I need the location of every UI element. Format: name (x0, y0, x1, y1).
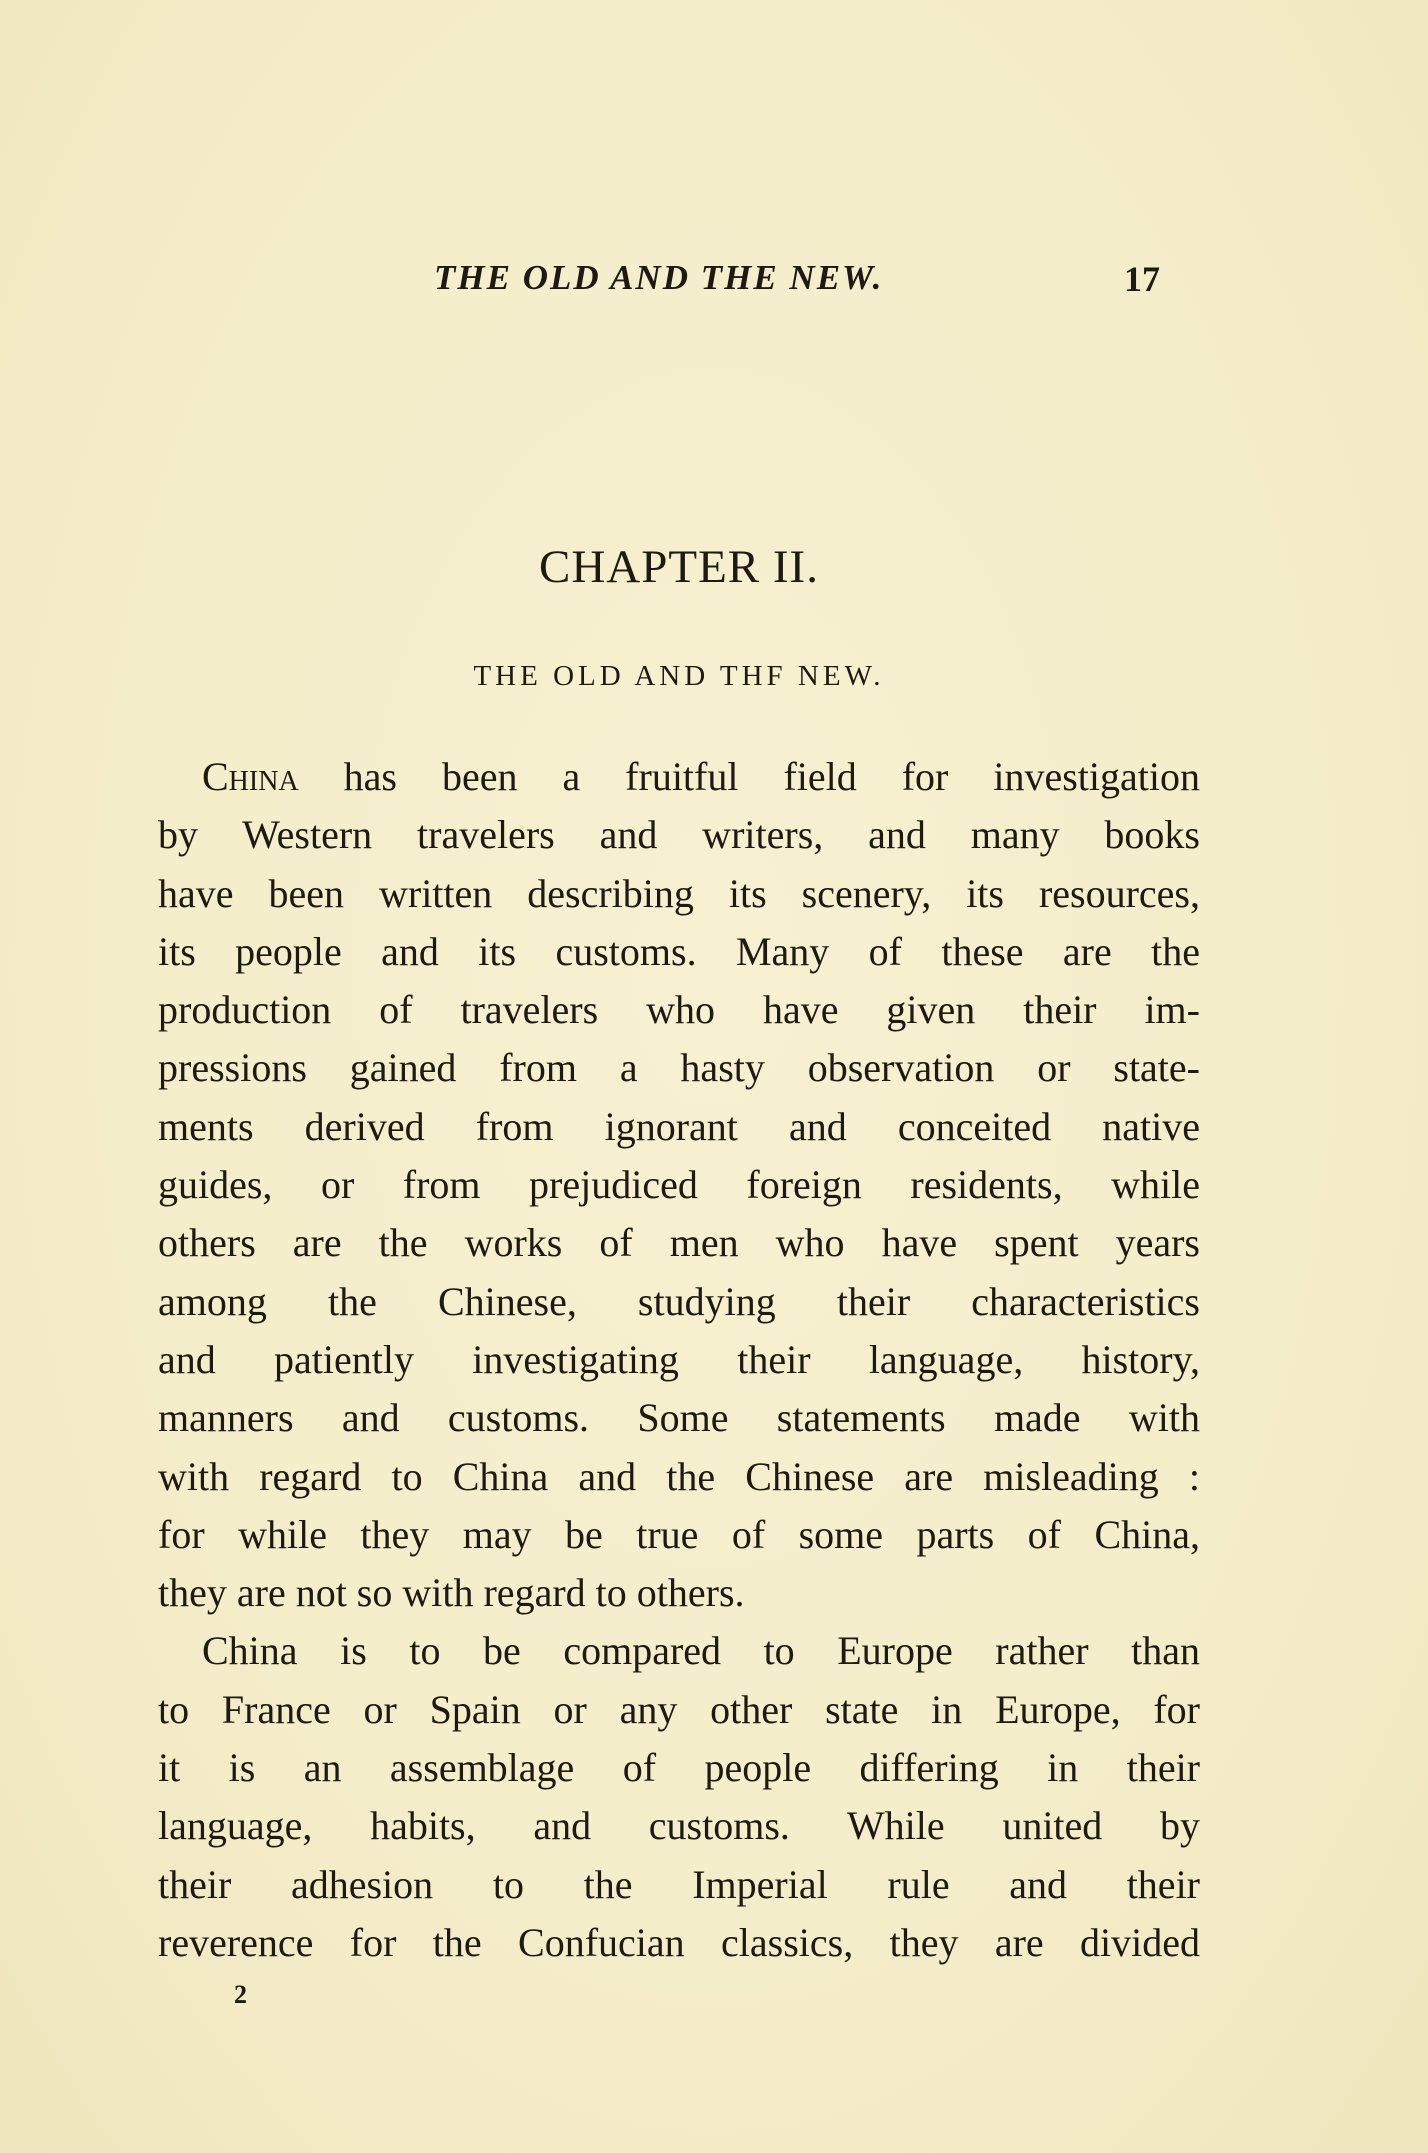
text-line: its people and its customs. Many of these are the (158, 928, 1200, 974)
text-line: China is to be compared to Europe rather than (202, 1628, 1200, 1674)
text-line: it is an assemblage of people differing in their (158, 1745, 1200, 1791)
running-head (158, 258, 1200, 308)
chapter-heading: CHAPTER II. (539, 541, 819, 593)
text-line: and patiently investigating their language, history, (158, 1336, 1200, 1382)
text-line: to France or Spain or any other state in Europe, for (158, 1686, 1200, 1732)
text-line: for while they may be true of some parts of China, (158, 1511, 1200, 1557)
text-line: have been written describing its scenery, its resources, (158, 870, 1200, 916)
text-line: among the Chinese, studying their characteristics (158, 1278, 1200, 1324)
text-line: their adhesion to the Imperial rule and their (158, 1861, 1200, 1907)
text-line: by Western travelers and writers, and many books (158, 812, 1200, 858)
chapter-subtitle: THE OLD AND THF NEW. (473, 660, 885, 692)
line-text: has been a fruitful field for investigation (298, 754, 1200, 799)
text-line: ments derived from ignorant and conceited native (158, 1103, 1200, 1149)
text-line (158, 748, 1200, 806)
text-line: others are the works of men who have spent years (158, 1220, 1200, 1266)
text-line: language, habits, and customs. While united by (158, 1803, 1200, 1849)
book-page (158, 0, 1200, 2153)
text-line: reverence for the Confucian classics, they are divided (158, 1919, 1200, 1965)
text-line: pressions gained from a hasty observation or state- (158, 1045, 1200, 1091)
drop-word: China (202, 754, 299, 799)
text-line: manners and customs. Some statements made with (158, 1395, 1200, 1441)
text-line: with regard to China and the Chinese are misleading : (158, 1453, 1200, 1499)
signature-mark: 2 (234, 1980, 247, 2009)
text-line: guides, or from prejudiced foreign residents, while (158, 1162, 1200, 1208)
text-line: they are not so with regard to others. (158, 1570, 745, 1616)
body-text (158, 748, 1200, 1972)
text-line: production of travelers who have given their im- (158, 987, 1200, 1033)
page-number: 17 (1124, 259, 1160, 299)
running-title: THE OLD AND THE NEW. (434, 258, 884, 297)
